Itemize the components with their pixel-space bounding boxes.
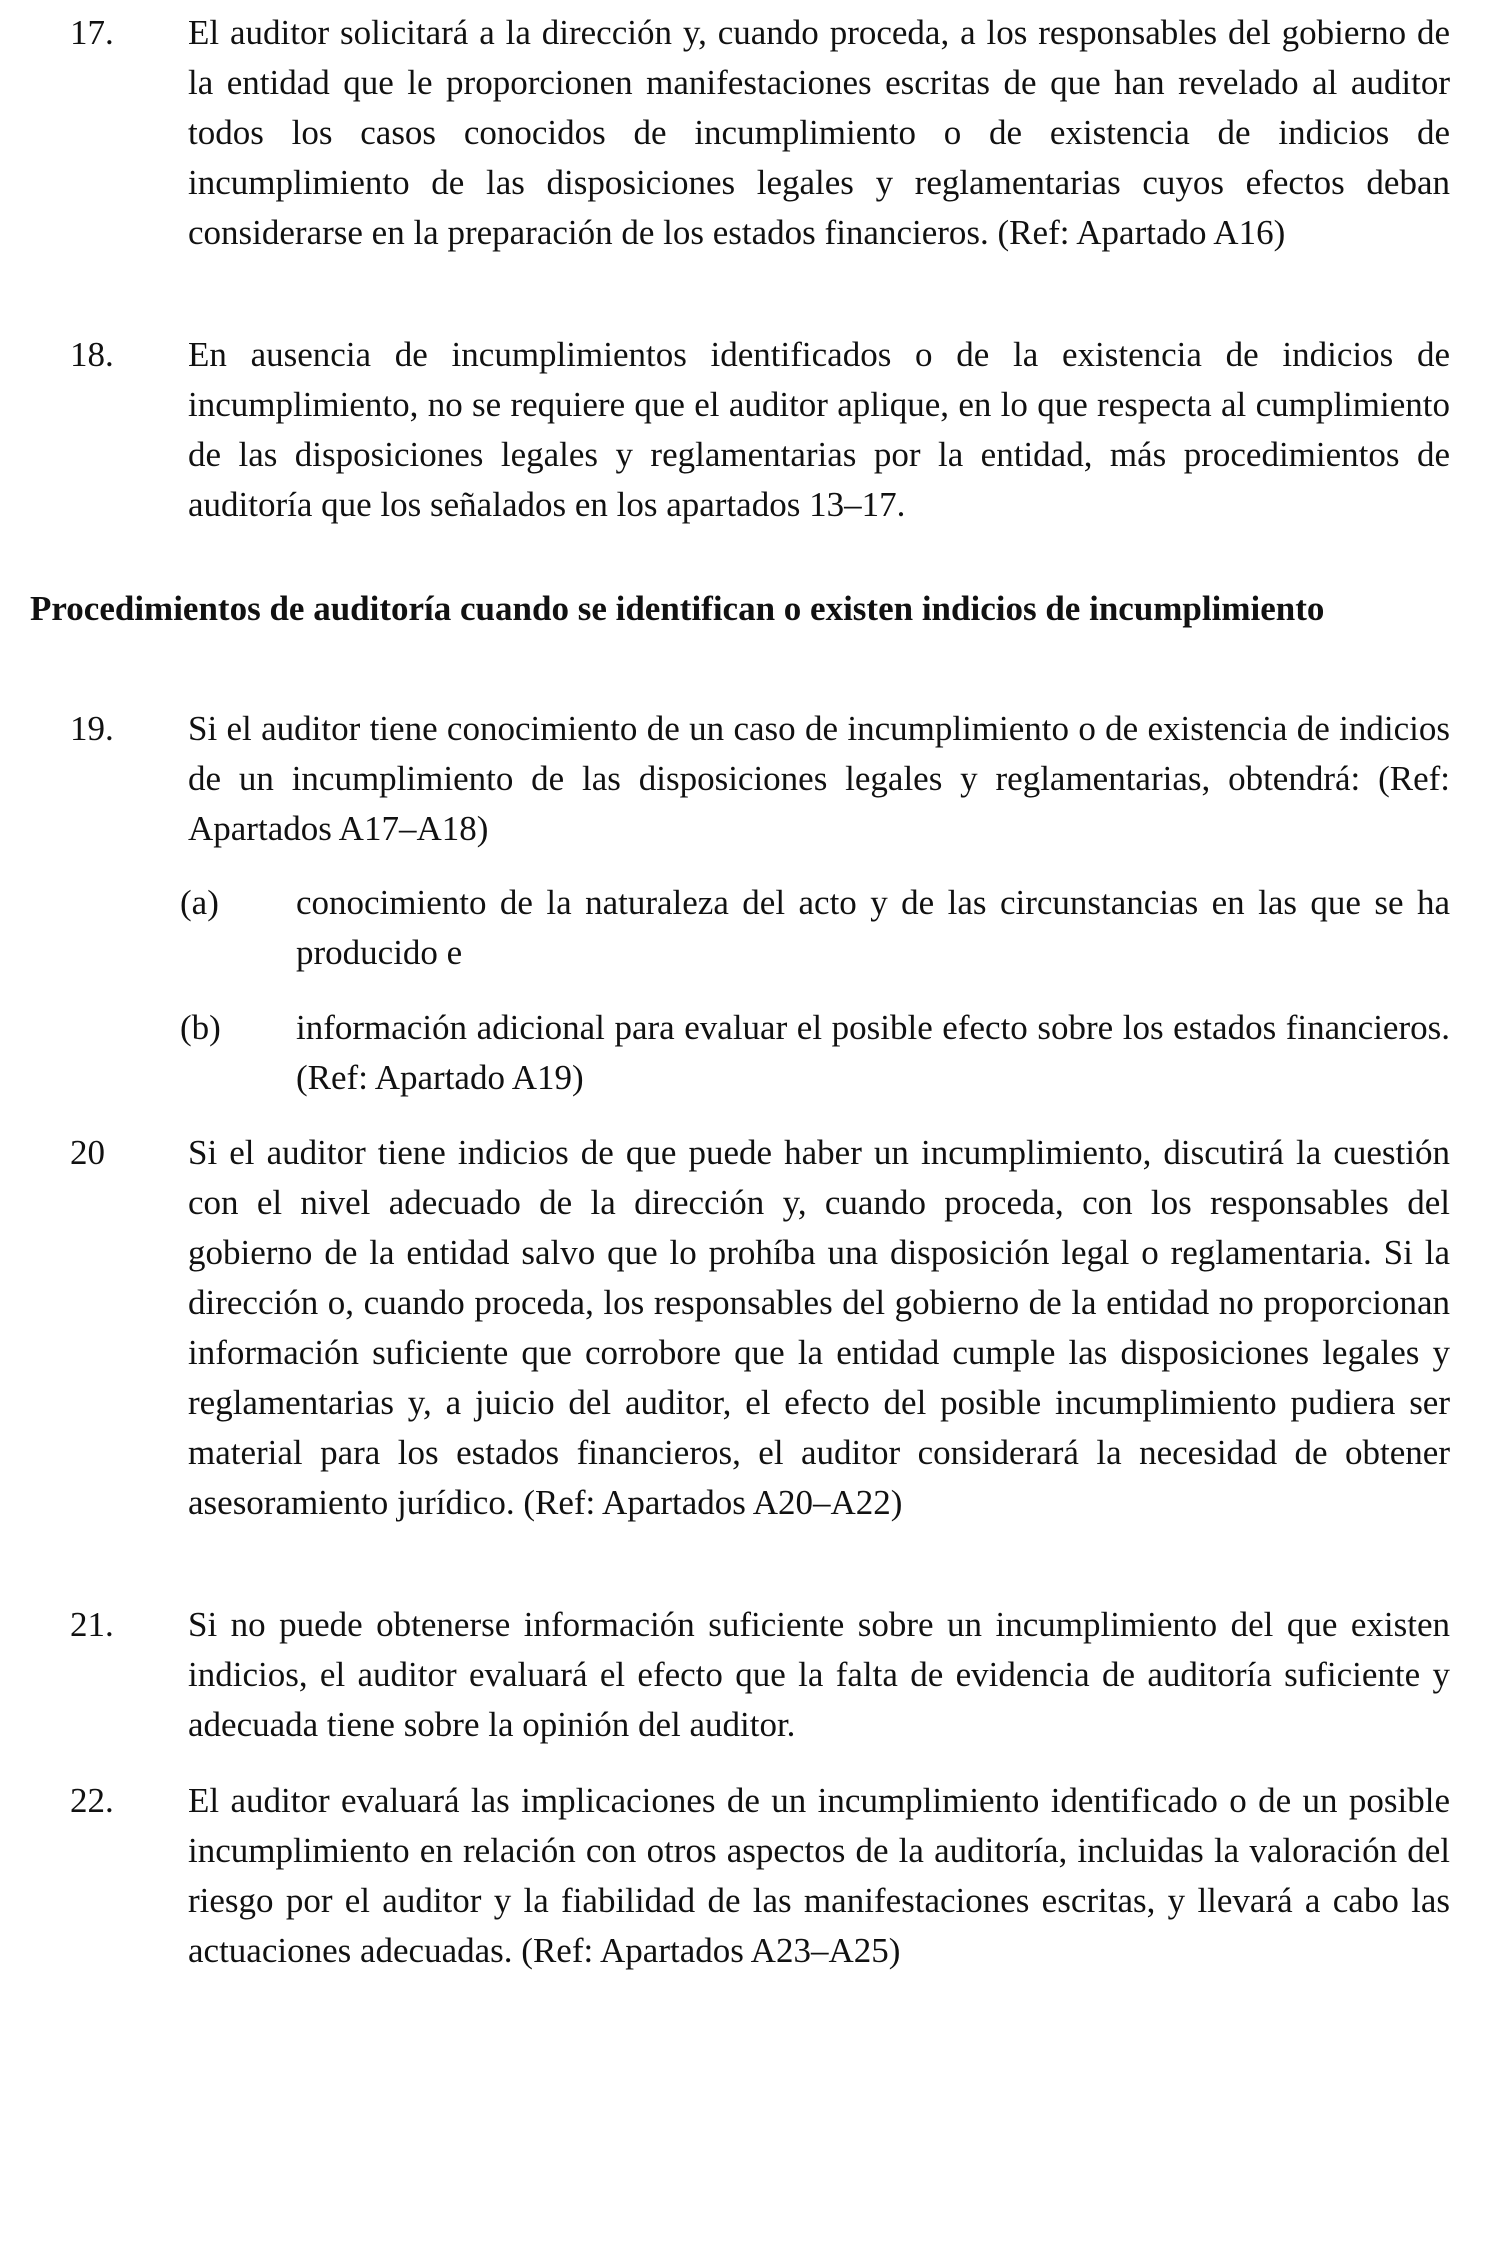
list-item-a	[180, 878, 1450, 978]
paragraph-text: El auditor solicitará a la dirección y, cuando proceda, a los responsables del gobierno de la entidad que le proporcionen manifestaciones escritas de que han revelado al auditor todos los casos conocidos de incumplimiento o de existencia de indicios de incumplimiento de las disposiciones legales y reglamentarias cuyos efectos deban considerarse en la preparación de los estados financieros. (Ref: Apartado A16)	[188, 13, 1450, 252]
paragraph-20	[70, 1128, 1450, 1528]
paragraph-text: Si el auditor tiene indicios de que puede haber un incumplimiento, discutirá la cuestión con el nivel adecuado de la dirección y, cuando proceda, con los responsables del gobierno de la entidad salvo que lo prohíba una disposición legal o reglamentaria. Si la dirección o, cuando proceda, los responsables del gobierno de la entidad no proporcionan información suficiente que corrobore que la entidad cumple las disposiciones legales y reglamentarias y, a juicio del auditor, el efecto del posible incumplimiento pudiera ser material para los estados financieros, el auditor considerará la necesidad de obtener asesoramiento jurídico. (Ref: Apartados A20–A22)	[188, 1133, 1450, 1522]
list-item-text: información adicional para evaluar el posible efecto sobre los estados financieros. (Ref: Apartado A19)	[296, 1008, 1450, 1097]
paragraph-text: Si no puede obtenerse información suficiente sobre un incumplimiento del que existen indicios, el auditor evaluará el efecto que la falta de evidencia de auditoría suficiente y adecuada tiene sobre la opinión del auditor.	[188, 1605, 1450, 1744]
list-item-text: conocimiento de la naturaleza del acto y de las circunstancias en las que se ha producido e	[296, 883, 1450, 972]
paragraph-number: 18.	[70, 335, 114, 374]
paragraph-22	[70, 1776, 1450, 1976]
paragraph-number: 19.	[70, 709, 114, 748]
list-item-b	[180, 1003, 1450, 1103]
paragraph-number: 20	[70, 1133, 105, 1172]
paragraph-number: 17.	[70, 13, 114, 52]
paragraph-21	[70, 1600, 1450, 1750]
paragraph-number: 22.	[70, 1781, 114, 1820]
paragraph-17	[70, 8, 1450, 258]
paragraph-text: El auditor evaluará las implicaciones de un incumplimiento identificado o de un posible incumplimiento en relación con otros aspectos de la auditoría, incluidas la valoración del riesgo por el auditor y la fiabilidad de las manifestaciones escritas, y llevará a cabo las actuaciones adecuadas. (Ref: Apartados A23–A25)	[188, 1781, 1450, 1970]
list-item-label: (a)	[180, 883, 219, 922]
paragraph-19	[70, 704, 1450, 854]
list-item-label: (b)	[180, 1008, 221, 1047]
paragraph-number: 21.	[70, 1605, 114, 1644]
paragraph-text: En ausencia de incumplimientos identificados o de la existencia de indicios de incumplimiento, no se requiere que el auditor aplique, en lo que respecta al cumplimiento de las disposiciones legales y reglamentarias por la entidad, más procedimientos de auditoría que los señalados en los apartados 13–17.	[188, 335, 1450, 524]
paragraph-18	[70, 330, 1450, 530]
paragraph-text: Si el auditor tiene conocimiento de un caso de incumplimiento o de existencia de indicios de un incumplimiento de las disposiciones legales y reglamentarias, obtendrá: (Ref: Apartados A17–A18)	[188, 709, 1450, 848]
section-heading: Procedimientos de auditoría cuando se identifican o existen indicios de incumplimiento	[30, 589, 1325, 628]
